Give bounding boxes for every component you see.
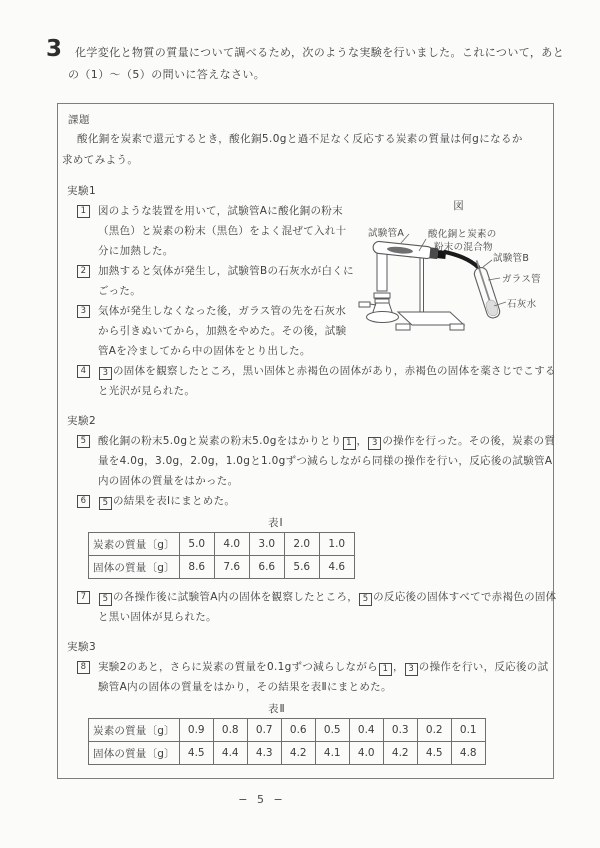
table-cell: 4.5 [179,742,213,765]
table-row [89,742,486,765]
stand-icon [396,252,464,330]
table-row [89,719,486,742]
task-line-2: 求めてみよう。 [62,154,139,166]
table-cell: 4.0 [214,533,249,556]
table-cell: 3.0 [249,533,284,556]
intro-line-1: 化学変化と物質の質量について調べるため，次のような実験を行いました。これについて，あと [75,46,565,59]
table-caption: 表Ⅱ [268,703,286,715]
step-ref-box: 5 [99,497,112,510]
label-mixture-line1: 酸化銅と炭素の [428,229,497,240]
experiment-step-7 [77,587,557,627]
row-label: 炭素の質量〔g〕 [89,719,180,742]
experiment-step-2 [77,261,355,301]
table-cell: 4.2 [281,742,315,765]
rubber-tube-icon [445,252,478,267]
question-number: 3 [46,36,63,62]
intro-line-2: の（1）～（5）の問いに答えなさい。 [68,68,266,81]
step-ref-box: 5 [359,593,372,606]
step-number-box: 8 [77,661,90,674]
row-label: 固体の質量〔g〕 [89,556,180,579]
label-glass-tube: ガラス管 [502,274,541,285]
table-cell: 1.0 [319,533,354,556]
apparatus-figure [352,198,566,348]
label-mixture-line2: 粉末の混合物 [434,242,493,253]
table-cell: 4.4 [213,742,247,765]
problem-box [57,103,557,779]
experiment3-heading: 実験3 [67,641,97,653]
task-line-1: 酸化銅を炭素で還元するとき，酸化銅5.0gと過不足なく反応する炭素の質量は何gになるか [77,133,523,145]
table-cell: 8.6 [179,556,214,579]
table-cell: 6.6 [249,556,284,579]
results-table [88,718,486,765]
step-number-box: 2 [77,265,90,278]
step-text: 図のような装置を用いて，試験管Aに酸化銅の粉末（黒色）と炭素の粉末（黒色）をよく混ぜて入れ十分に加熱した。 [98,205,347,257]
question-intro [68,42,566,86]
table-row [89,556,355,579]
label-test-tube-b: 試験管B [493,253,530,264]
experiment-step-6 [77,491,557,511]
table-row [89,533,355,556]
step-text: 気体が発生しなくなった後，ガラス管の先を石灰水から引きぬいてから，加熱をやめた。その後，試験管Aを冷ましてから中の固体をとり出した。 [98,305,347,357]
step-number-box: 3 [77,305,90,318]
step-ref-box: 5 [99,593,112,606]
experiment-step-3 [77,301,355,361]
table-cell: 4.0 [349,742,383,765]
step-ref-box: 1 [379,663,392,676]
step-ref-box: 3 [368,437,381,450]
row-label: 炭素の質量〔g〕 [89,533,180,556]
table-caption: 表Ⅰ [268,517,284,529]
table-cell: 0.3 [383,719,417,742]
step-text: 加熱すると気体が発生し，試験管Bの石灰水が白くにごった。 [98,265,354,297]
table-cell: 4.5 [417,742,451,765]
table-cell: 0.4 [349,719,383,742]
table-cell: 0.6 [281,719,315,742]
experiment-step-5 [77,431,557,491]
step-text: 5 の結果を表Ⅰにまとめた。 [98,491,557,511]
table-cell: 4.6 [319,556,354,579]
table-cell: 0.2 [417,719,451,742]
experiment2-steps-5-6 [77,431,557,511]
results-table [88,532,355,579]
label-test-tube-a: 試験管A [368,228,405,239]
step-number-box: 5 [77,435,90,448]
table2-block [58,701,553,765]
table-cell: 4.8 [451,742,485,765]
table-cell: 7.6 [214,556,249,579]
table-cell: 0.1 [451,719,485,742]
table-cell: 4.3 [247,742,281,765]
label-limewater: 石灰水 [507,299,537,310]
step-number-box: 7 [77,591,90,604]
experiment3-step-8 [77,657,557,697]
experiment-step-4 [77,361,557,401]
table-cell: 5.6 [284,556,319,579]
step-text: 酸化銅の粉末5.0gと炭素の粉末5.0gをはかりとり 1 ， 3 の操作を行った。その後，炭素の質量を4.0g，3.0g，2.0g，1.0gと1.0gずつ減らしながら同様の操作を行い，反応後の試験管A内の固体の質量をはかった。 [98,435,556,487]
table-cell: 5.0 [179,533,214,556]
page-number: − 5 − [238,793,286,806]
step-text: 3 の固体を観察したところ，黒い固体と赤褐色の固体があり，赤褐色の固体を薬さじでこすると光沢が見られた。 [98,365,556,397]
step-ref-box: 1 [343,437,356,450]
gas-burner-icon [359,248,399,323]
step-text: 5 の各操作後に試験管A内の固体を観察したところ， 5 の反応後の固体すべてで赤褐色の固体と黒い固体が見られた。 [98,591,557,623]
experiment1-heading: 実験1 [67,185,97,197]
table-cell: 0.8 [213,719,247,742]
step-number-box: 4 [77,365,90,378]
step-text: 実験2のあと，さらに炭素の質量を0.1gずつ減らしながら 1 ， 3 の操作を行い，反応後の試験管A内の固体の質量をはかり，その結果を表Ⅱにまとめた。 [98,661,549,693]
experiment-step-1 [77,201,355,261]
step-number-box: 1 [77,205,90,218]
table-cell: 4.2 [383,742,417,765]
table-cell: 4.1 [315,742,349,765]
table-cell: 2.0 [284,533,319,556]
table1-block [58,515,553,579]
table-cell: 0.5 [315,719,349,742]
table-cell: 0.7 [247,719,281,742]
task-heading: 課題 [68,114,90,126]
row-label: 固体の質量〔g〕 [89,742,180,765]
step-number-box: 6 [77,495,90,508]
experiment-step-8 [77,657,557,697]
step-ref-box: 3 [405,663,418,676]
test-tube-b-icon [470,258,501,319]
figure-title: 図 [453,200,465,212]
experiment1-step-4 [77,361,557,401]
table-cell: 0.9 [179,719,213,742]
experiment1-steps-1-3 [77,201,355,361]
step-ref-box: 3 [99,367,112,380]
experiment2-heading: 実験2 [67,415,97,427]
experiment2-step-7 [77,587,557,627]
